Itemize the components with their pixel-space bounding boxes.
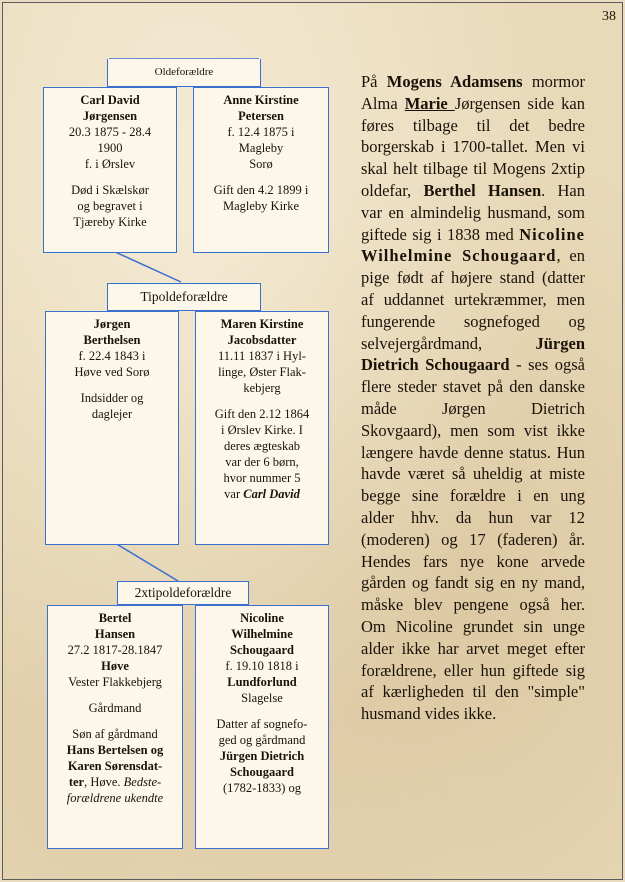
person-card-maren-kirstine <box>195 311 329 545</box>
person-note: Schougaard <box>230 765 294 779</box>
story-name-berthel: Berthel Hansen <box>423 180 542 200</box>
story-text-run: , en pige født af højere stand (datter af uddannet urtekræmmer, men fungerende sognefoged og selvejergårdmand, <box>361 246 585 353</box>
person-note-line <box>199 486 325 502</box>
person-dates: 27.2 1817-28.1847 <box>67 643 163 657</box>
person-note: i Ørslev Kirke. I <box>221 423 303 437</box>
person-note: deres ægteskab <box>223 439 301 453</box>
person-dates: Magleby <box>238 141 284 155</box>
generation-label-text: Tipoldeforældre <box>140 289 228 304</box>
generation-label-oldeforaeldre <box>107 59 261 87</box>
person-dates: linge, Øster Flak- <box>218 365 306 379</box>
person-surname: Hansen <box>94 627 136 641</box>
person-note: ter <box>68 775 85 789</box>
person-note: Jürgen Dietrich <box>219 749 305 763</box>
person-surname: Schougaard <box>230 643 294 657</box>
story-text <box>361 71 585 725</box>
generation-label-2xtipoldeforaeldre <box>117 581 249 605</box>
story-text-run: Jørgensen side kan føres tilbage til det bedre borgerskab i 1700-tallet. Men vi skal helt tilbage til Mogens 2xtip oldefar, <box>361 93 585 200</box>
page <box>2 2 623 880</box>
person-note: , Høve. <box>84 775 124 789</box>
person-note: var <box>224 487 244 501</box>
person-occupation: Gårdmand <box>88 701 142 715</box>
person-name: Anne Kirstine <box>223 93 299 107</box>
person-name: Jørgen <box>93 317 131 331</box>
person-card-anne-kirstine <box>193 87 329 253</box>
person-note: Søn af gårdmand <box>72 727 158 741</box>
person-name: Carl David <box>80 93 140 107</box>
person-note: Hans Bertelsen og <box>66 743 164 757</box>
person-birthplace: f. i Ørslev <box>84 157 136 171</box>
person-surname: Berthelsen <box>83 333 141 347</box>
person-dates: 20.3 1875 - 28.4 <box>68 125 152 139</box>
person-note: hvor nummer 5 <box>223 471 301 485</box>
person-note: Karen Sørensdat- <box>67 759 163 773</box>
person-card-carl-david <box>43 87 177 253</box>
person-surname: Jacobsdatter <box>227 333 297 347</box>
generation-label-text: Oldeforældre <box>154 66 214 78</box>
person-dates: f. 19.10 1818 i <box>225 659 299 673</box>
connector-line <box>113 251 181 282</box>
person-dates: 11.11 1837 i Hyl- <box>218 349 306 363</box>
person-dates: kebjerg <box>243 381 281 395</box>
person-note: Magleby Kirke <box>222 199 300 213</box>
person-birthplace: Sorø <box>249 157 273 171</box>
person-card-nicoline-wilhelmine <box>195 605 329 849</box>
person-note: Indsidder og <box>80 391 144 405</box>
person-note: Tjæreby Kirke <box>73 215 147 229</box>
person-note: Gift den 4.2 1899 i <box>213 183 309 197</box>
person-card-bertel-hansen <box>47 605 183 849</box>
story-text-run: . Han var en almindelig husmand, som giftede sig i 1838 med <box>361 180 585 244</box>
story-name-nicoline: Nicoline Wilhelmine Schougaard <box>361 224 585 266</box>
story-name-marie: Marie <box>404 93 455 113</box>
person-birthplace: Vester Flakkebjerg <box>68 675 162 689</box>
story-name-jurgen: Jürgen Dietrich Schougaard <box>361 333 585 375</box>
person-middlename: Wilhelmine <box>231 627 293 641</box>
story-text-run: På <box>361 72 387 91</box>
person-note: og begravet i <box>77 199 143 213</box>
person-note: Datter af sognefo- <box>216 717 308 731</box>
page-number: 38 <box>602 9 616 24</box>
person-birthplace: Høve ved Sorø <box>74 365 150 379</box>
person-note: Bedste- <box>123 775 162 789</box>
person-birthplace: Slagelse <box>241 691 283 705</box>
generation-label-text: 2xtipoldeforældre <box>134 585 232 600</box>
story-text-run: - ses også flere steder stavet på den danske måde Jørgen Dietrich Skovgaard), men som vist ikke længere havde denne status. Hun havde været så uheldig at miste begge sine forældre i en ung alder hhv. da hun var 12 (moderen) og 17 (faderen) år. Hendes fars nye kone arvede gården og fandt sig en ny mand, måske blev pengene også her. Om Nicoline grundet sin unge alder ikke har arvet meget efter forældrene, eller hun giftede sig af kærligheden til den "simple" husmand vides ikke. <box>361 355 585 724</box>
person-name: Bertel <box>98 611 132 625</box>
person-note: var der 6 børn, <box>225 455 299 469</box>
person-note-highlight: Carl David <box>243 487 300 501</box>
person-card-jorgen-berthelsen <box>45 311 179 545</box>
person-note-line <box>51 774 179 790</box>
person-birthplace: Høve <box>101 659 129 673</box>
person-note: (1782-1833) og <box>222 781 302 795</box>
person-name: Maren Kirstine <box>220 317 304 331</box>
person-surname: Petersen <box>238 109 284 123</box>
person-dates: f. 12.4 1875 i <box>227 125 295 139</box>
person-surname: Jørgensen <box>82 109 138 123</box>
person-note: Død i Skælskør <box>71 183 149 197</box>
person-note: Gift den 2.12 1864 <box>214 407 310 421</box>
person-dates: 1900 <box>97 141 123 155</box>
story-text-run: mormor Alma <box>361 72 586 113</box>
person-note: daglejer <box>91 407 133 421</box>
person-birthplace: Lundforlund <box>227 675 297 689</box>
person-dates: f. 22.4 1843 i <box>78 349 146 363</box>
connector-line <box>115 543 178 581</box>
person-name: Nicoline <box>240 611 284 625</box>
person-note: forældrene ukendte <box>66 791 164 805</box>
person-note: ged og gårdmand <box>218 733 306 747</box>
generation-label-tipoldeforaeldre <box>107 283 261 311</box>
story-name-mogens: Mogens Adamsens <box>386 72 523 91</box>
